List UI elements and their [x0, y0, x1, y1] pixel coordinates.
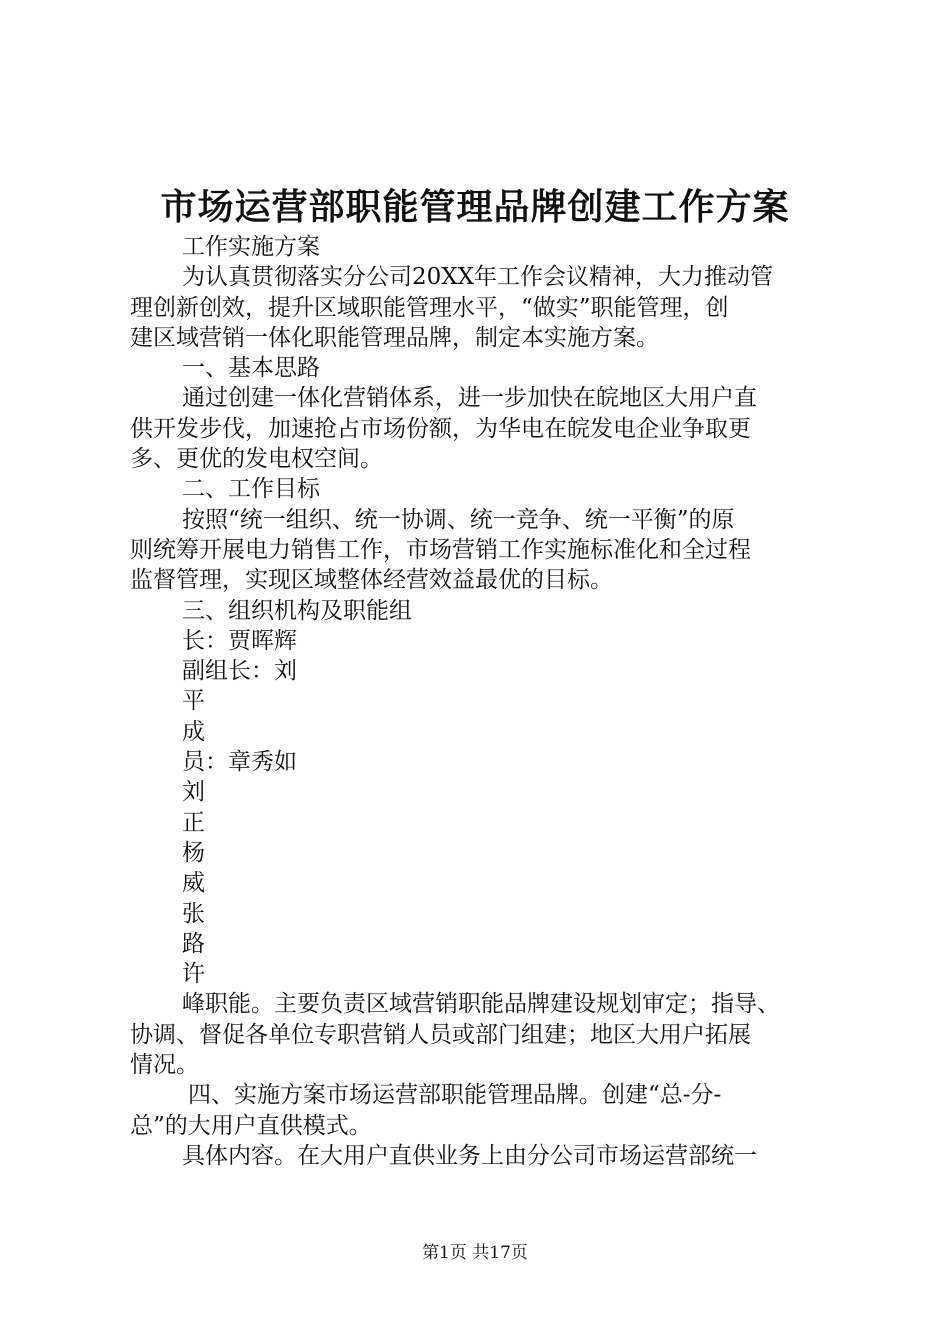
text-line: 按照“统一组织、统一协调、统一竞争、统一平衡”的原 — [182, 506, 735, 533]
text-line: 长：贾晖辉 — [182, 627, 297, 654]
text-line: 建区域营销一体化职能管理品牌，制定本实施方案。 — [130, 324, 659, 351]
text-line: 情况。 — [130, 1052, 199, 1079]
text-line: 威 — [182, 870, 205, 897]
text-line: 正 — [182, 809, 205, 836]
text-line: 张 — [182, 900, 205, 927]
text-line: 理创新创效，提升区域职能管理水平，“做实”职能管理，创 — [130, 294, 729, 321]
section-heading: 一、基本思路 — [182, 355, 320, 382]
text-line: 协调、督促各单位专职营销人员或部门组建；地区大用户拓展 — [130, 1021, 751, 1048]
text-line: 监督管理，实现区域整体经营效益最优的目标。 — [130, 567, 613, 594]
text-line: 杨 — [182, 839, 205, 866]
text-line: 平 — [182, 688, 205, 715]
text-line: 通过创建一体化营销体系，进一步加快在皖地区大用户直 — [182, 385, 757, 412]
text-line: 具体内容。在大用户直供业务上由分公司市场运营部统一 — [182, 1142, 757, 1169]
section-heading: 三、组织机构及职能组 — [182, 597, 412, 624]
section-heading: 四、实施方案市场运营部职能管理品牌。创建“总-分- — [188, 1082, 722, 1109]
page-number-label: 第1页 共17页 — [422, 1243, 528, 1263]
document-body — [130, 232, 830, 1171]
text-line: 为认真贯彻落实分公司20XX年工作会议精神，大力推动管 — [182, 264, 774, 291]
text-line: 刘 — [182, 779, 205, 806]
text-line: 副组长：刘 — [182, 658, 297, 685]
text-line: 供开发步伐，加速抢占市场份额，为华电在皖发电企业争取更 — [130, 415, 751, 442]
page-title: 市场运营部职能管理品牌创建工作方案 — [160, 186, 790, 228]
section-heading: 二、工作目标 — [182, 476, 320, 503]
text-line: 峰职能。主要负责区域营销职能品牌建设规划审定；指导、 — [182, 991, 780, 1018]
text-line: 成 — [182, 718, 205, 745]
page-footer — [0, 1240, 950, 1266]
text-line: 路 — [182, 930, 205, 957]
text-line: 员：章秀如 — [182, 749, 297, 776]
text-line: 许 — [182, 961, 205, 988]
text-line: 多、更优的发电权空间。 — [130, 446, 383, 473]
text-line: 则统筹开展电力销售工作，市场营销工作实施标准化和全过程 — [130, 536, 751, 563]
text-line: 工作实施方案 — [182, 234, 320, 260]
text-line: 总”的大用户直供模式。 — [130, 1112, 372, 1139]
